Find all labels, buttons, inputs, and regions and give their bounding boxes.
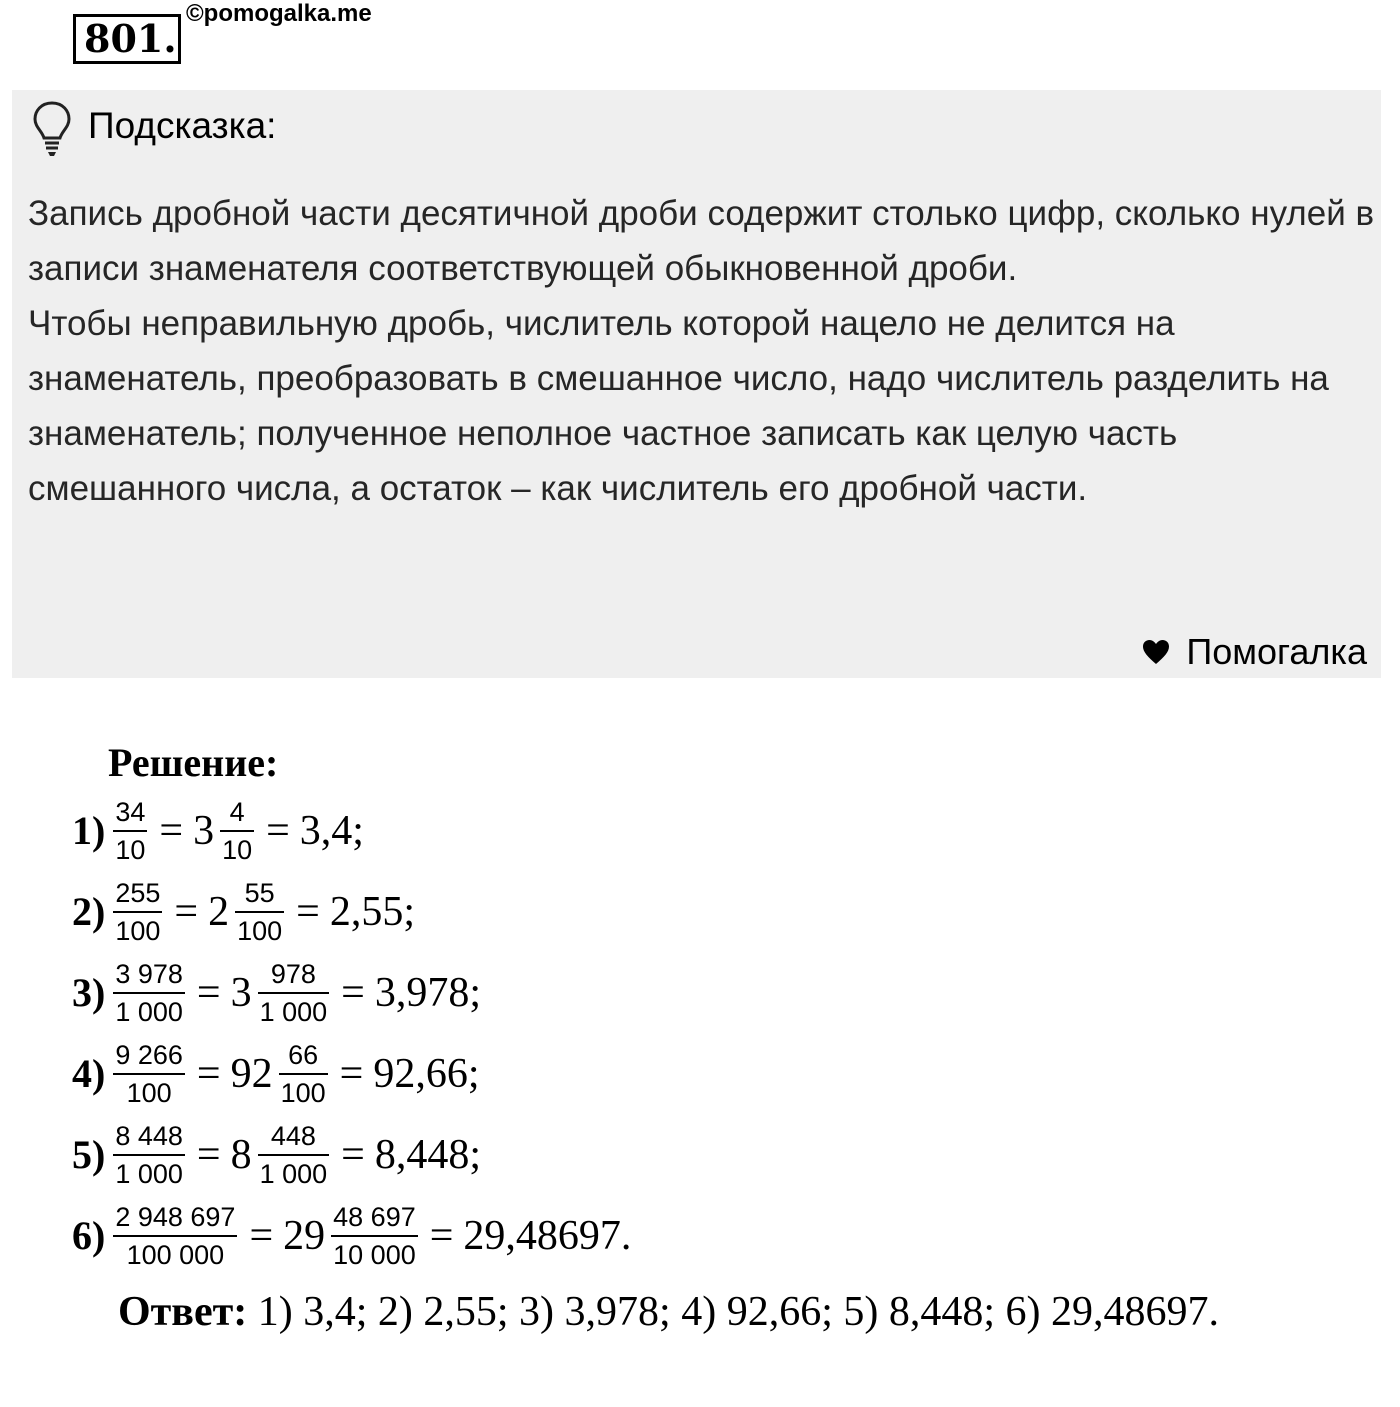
fraction-bar (331, 1235, 418, 1237)
whole-part: 3 (193, 807, 215, 854)
equals-sign: = (196, 1050, 221, 1097)
numerator: 8 448 (115, 1120, 183, 1151)
answer-label: Ответ: (118, 1289, 248, 1335)
denominator: 1 000 (259, 996, 328, 1027)
fraction-bar (258, 992, 330, 994)
step-number: 4) (72, 1051, 106, 1096)
numerator: 34 (115, 796, 146, 827)
numerator: 255 (115, 877, 161, 908)
fraction (111, 1039, 187, 1109)
numerator: 3 978 (115, 958, 183, 989)
answer (118, 1284, 1278, 1340)
credit (1142, 630, 1367, 674)
denominator: 100 000 (126, 1239, 225, 1270)
numerator: 48 697 (333, 1201, 416, 1232)
whole-part: 92 (230, 1050, 273, 1097)
equals-sign: = (196, 1131, 221, 1178)
mixed-fraction (233, 877, 286, 947)
solution-step (72, 1033, 631, 1114)
equals-sign: = (429, 1212, 454, 1259)
whole-part: 3 (230, 969, 252, 1016)
solution-step (72, 1195, 631, 1276)
hint-paragraph: Чтобы неправильную дробь, числитель которой нацело не делится на знаменатель, преобразовать в смешанное число, надо числитель разделить на знаменатель; полученное неполное частное записать как целую часть смешанного числа, а остаток – как числитель его дробной части. (28, 304, 1329, 508)
denominator: 10 (222, 834, 253, 865)
denominator: 10 000 (333, 1239, 416, 1270)
whole-part: 29 (283, 1212, 326, 1259)
step-number: 2) (72, 889, 106, 934)
task-number: 801. (73, 14, 181, 64)
fraction-bar (113, 1235, 237, 1237)
decimal-result: 2,55; (329, 888, 415, 935)
hint-title: Подсказка: (88, 105, 277, 146)
decimal-result: 29,48697. (463, 1212, 632, 1259)
watermark: ©pomogalka.me (186, 0, 372, 27)
solution-title: Решение: (108, 740, 279, 785)
solution-step (72, 952, 631, 1033)
denominator: 1 000 (115, 996, 183, 1027)
fraction-bar (113, 992, 185, 994)
equals-sign: = (296, 888, 320, 935)
mixed-fraction (329, 1201, 420, 1271)
numerator: 978 (270, 958, 316, 989)
mixed-fraction (256, 958, 332, 1028)
denominator: 100 (280, 1077, 326, 1108)
equals-sign: = (159, 807, 184, 854)
fraction (111, 1201, 239, 1271)
equals-sign: = (174, 888, 199, 935)
equals-sign: = (249, 1212, 274, 1259)
solution-step (72, 871, 631, 952)
equals-sign: = (341, 969, 365, 1016)
fraction-bar (258, 1154, 330, 1156)
answer-text: 1) 3,4; 2) 2,55; 3) 3,978; 4) 92,66; 5) 8,448; 6) 29,48697. (247, 1289, 1220, 1335)
fraction (111, 1120, 187, 1190)
equals-sign: = (266, 807, 290, 854)
decimal-result: 8,448; (374, 1131, 482, 1178)
fraction-bar (113, 830, 147, 832)
solution-steps (72, 790, 631, 1276)
fraction-bar (113, 1154, 185, 1156)
step-number: 1) (72, 808, 106, 853)
fraction-bar (113, 911, 162, 913)
mixed-fraction (256, 1120, 332, 1190)
fraction-bar (235, 911, 284, 913)
hint-paragraph: Запись дробной части десятичной дроби содержит столько цифр, сколько нулей в записи знаменателя соответствующей обыкновенной дроби. (28, 194, 1375, 288)
solution-step (72, 1114, 631, 1195)
denominator: 100 (115, 915, 161, 946)
mixed-fraction (218, 796, 256, 866)
numerator: 2 948 697 (115, 1201, 236, 1232)
fraction (111, 796, 149, 866)
fraction-bar (220, 830, 254, 832)
fraction (111, 958, 187, 1028)
solution-step (72, 790, 631, 871)
whole-part: 8 (230, 1131, 252, 1178)
decimal-result: 92,66; (373, 1050, 480, 1097)
numerator: 66 (288, 1039, 319, 1070)
numerator: 9 266 (115, 1039, 183, 1070)
denominator: 100 (126, 1077, 172, 1108)
denominator: 1 000 (259, 1158, 328, 1189)
equals-sign: = (339, 1050, 364, 1097)
equals-sign: = (196, 969, 221, 1016)
mixed-fraction (277, 1039, 330, 1109)
fraction (111, 877, 164, 947)
denominator: 100 (237, 915, 283, 946)
denominator: 1 000 (115, 1158, 183, 1189)
equals-sign: = (341, 1131, 365, 1178)
decimal-result: 3,978; (374, 969, 482, 1016)
fraction-bar (279, 1073, 328, 1075)
credit-label: Помогалка (1186, 631, 1367, 672)
numerator: 55 (244, 877, 275, 908)
numerator: 4 (229, 796, 245, 827)
fraction-bar (113, 1073, 185, 1075)
step-number: 6) (72, 1213, 106, 1258)
step-number: 5) (72, 1132, 106, 1177)
denominator: 10 (115, 834, 146, 865)
numerator: 448 (270, 1120, 316, 1151)
hint-body (28, 186, 1378, 516)
step-number: 3) (72, 970, 106, 1015)
decimal-result: 3,4; (299, 807, 364, 854)
whole-part: 2 (208, 888, 230, 935)
heart-icon (1142, 639, 1170, 665)
hint-panel (12, 90, 1381, 678)
lightbulb-icon (32, 100, 72, 158)
